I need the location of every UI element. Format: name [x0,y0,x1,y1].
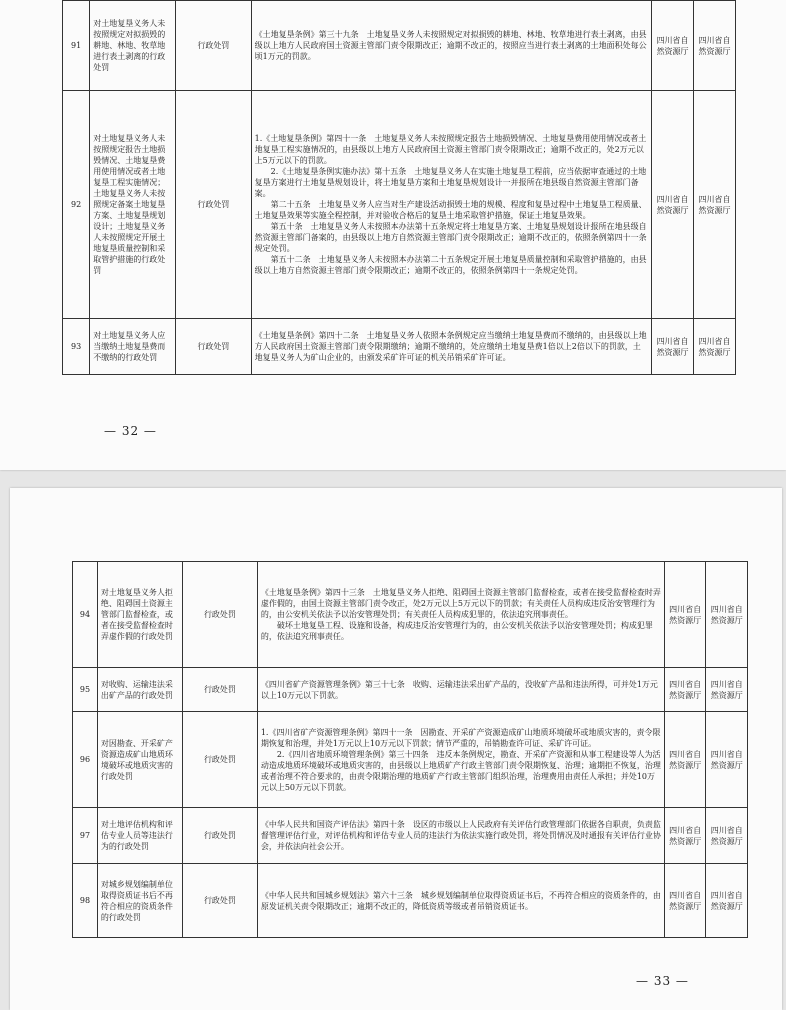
implementing-department: 四川省自然资源厅 [664,864,706,938]
legal-basis [257,864,664,938]
responsible-department: 四川省自然资源厅 [706,808,748,864]
table-row [73,562,748,668]
legal-basis-paragraph: 《土地复垦条例》第四十二条 土地复垦义务人依照本条例规定应当缴纳土地复垦费而不缴纳的，由县级以上地方人民政府国土资源主管部门责令限期缴纳；逾期不缴纳的，处应缴纳土地复垦费1倍以上2倍以下的罚款，土地复垦义务人为矿山企业的，由颁发采矿许可证的机关吊销采矿许可证。 [254,331,647,362]
legal-basis-paragraph: 《四川省矿产资源管理条例》第三十七条 收购、运输违法采出矿产品的，没收矿产品和违法所得，可并处1万元以上10万元以下罚款。 [260,679,658,700]
legal-basis-paragraph: 《土地复垦条例》第四十三条 土地复垦义务人拒绝、阻碍国土资源主管部门监督检查，或者在接受监督检查时弄虚作假的，由国土资源主管部门责令改正，处2万元以上5万元以下的罚款；有关责任人员构成违反治安管理行为的，由公安机关依法予以治安管理处罚；有关责任人员构成犯罪的，依法追究刑事责任。 [260,588,661,619]
row-number: 96 [73,712,98,808]
row-number: 95 [73,668,98,712]
page-number: — 32 — [104,424,157,438]
item-name: 对城乡规划编制单位取得资质证书后不再符合相应的资质条件的行政处罚 [97,864,182,938]
legal-basis-paragraph: 第五十二条 土地复垦义务人未按照本办法第二十五条规定开展土地复垦质量控制和采取管护措施的，由县级以上地方自然资源主管部门责令限期改正；逾期不改正的，依照条例第四十一条规定处罚。 [254,255,647,275]
item-name: 对土地复垦义务人未按照规定对拟损毁的耕地、林地、牧草地进行表土剥离的行政处罚 [90,1,176,91]
row-number: 97 [73,808,98,864]
legal-basis [257,562,664,668]
row-number: 93 [63,319,90,375]
responsible-department: 四川省自然资源厅 [706,712,748,808]
legal-basis [257,668,664,712]
table-row [73,668,748,712]
table-row [63,91,736,319]
item-category: 行政处罚 [176,91,251,319]
implementing-department: 四川省自然资源厅 [664,712,706,808]
legal-basis [257,808,664,864]
penalty-table-page-32 [62,0,736,375]
legal-basis [251,91,651,319]
implementing-department: 四川省自然资源厅 [664,668,706,712]
item-name: 对土地复垦义务人未按照规定报告土地损毁情况、土地复垦费用使用情况或者土地复垦工程实施情况；土地复垦义务人未按照规定备案土地复垦方案、土地复垦规划设计；土地复垦义务人未按照规定开展土地复垦质量控制和采取管护措施的行政处罚 [90,91,176,319]
legal-basis-paragraph: 第五十条 土地复垦义务人未按照本办法第十五条规定将土地复垦方案、土地复垦规划设计报所在地县级自然资源主管部门备案的，由县级以上地方自然资源主管部门责令限期改正；逾期不改正的，依照条例第四十一条规定处罚。 [254,222,647,253]
legal-basis-paragraph: 第二十五条 土地复垦义务人应当对生产建设活动损毁土地的规模、程度和复垦过程中土地复垦工程质量、土地复垦效果等实施全程控制，并对验收合格后的复垦土地采取管护措施，保证土地复垦效果。 [254,200,647,220]
legal-basis-paragraph: 《土地复垦条例》第三十九条 土地复垦义务人未按照规定对拟损毁的耕地、林地、牧草地进行表土剥离，由县级以上地方人民政府国土资源主管部门责令限期改正；逾期不改正的，按照应当进行表土剥离的土地面积处每公顷1万元的罚款。 [254,30,647,61]
item-category: 行政处罚 [183,808,258,864]
responsible-department: 四川省自然资源厅 [694,319,736,375]
item-category: 行政处罚 [183,712,258,808]
item-name: 对因勘查、开采矿产资源造成矿山地质环境破坏或地质灾害的行政处罚 [97,712,182,808]
legal-basis [251,319,651,375]
responsible-department: 四川省自然资源厅 [694,1,736,91]
legal-basis-paragraph: 破坏土地复垦工程、设施和设备，构成违反治安管理行为的，由公安机关依法予以治安管理处罚；构成犯罪的，依法追究刑事责任。 [260,621,653,641]
item-name: 对土地复垦义务人应当缴纳土地复垦费而不缴纳的行政处罚 [90,319,176,375]
implementing-department: 四川省自然资源厅 [664,562,706,668]
implementing-department: 四川省自然资源厅 [652,319,694,375]
legal-basis-paragraph: 《中华人民共和国资产评估法》第四十条 设区的市级以上人民政府有关评估行政管理部门依据各自职责，负责监督管理评估行业，对评估机构和评估专业人员的违法行为依法实施行政处罚，将处罚情况及时通报有关评估行业协会，并依法向社会公开。 [260,820,661,851]
document-page-33 [10,488,782,1010]
implementing-department: 四川省自然资源厅 [652,91,694,319]
document-page-32 [0,0,786,470]
item-category: 行政处罚 [183,562,258,668]
legal-basis [251,1,651,91]
item-name: 对土地评估机构和评估专业人员等违法行为的行政处罚 [97,808,182,864]
table-row [63,1,736,91]
legal-basis-paragraph: 2.《土地复垦条例实施办法》第十五条 土地复垦义务人在实施土地复垦工程前，应当依据审查通过的土地复垦方案进行土地复垦规划设计，将土地复垦方案和土地复垦规划设计一并报所在地县级自然资源主管部门备案。 [254,167,647,198]
item-category: 行政处罚 [176,1,251,91]
page-number: — 33 — [636,974,689,988]
row-number: 98 [73,864,98,938]
legal-basis-paragraph: 1.《土地复垦条例》第四十一条 土地复垦义务人未按照规定报告土地损毁情况、土地复垦费用使用情况或者土地复垦工程实施情况的，由县级以上地方人民政府国土资源主管部门责令限期改正；逾期不改正的，处2万元以上5万元以下的罚款。 [254,134,647,165]
responsible-department: 四川省自然资源厅 [706,864,748,938]
row-number: 92 [63,91,90,319]
item-name: 对收购、运输违法采出矿产品的行政处罚 [97,668,182,712]
item-category: 行政处罚 [176,319,251,375]
item-name: 对土地复垦义务人拒绝、阻碍国土资源主管部门监督检查，或者在接受监督检查时弄虚作假的行政处罚 [97,562,182,668]
table-row [73,808,748,864]
item-category: 行政处罚 [183,668,258,712]
responsible-department: 四川省自然资源厅 [694,91,736,319]
legal-basis-paragraph: 《中华人民共和国城乡规划法》第六十三条 城乡规划编制单位取得资质证书后，不再符合相应的资质条件的，由原发证机关责令限期改正；逾期不改正的，降低资质等级或者吊销资质证书。 [260,890,661,911]
legal-basis-paragraph: 2.《四川省地质环境管理条例》第三十四条 违反本条例规定，勘查、开采矿产资源和从事工程建设等人为活动造成地质环境破坏或地质灾害的，由县级以上地质矿产行政主管部门责令限期恢复、治理；逾期拒不恢复，治理或者治理不符合要求的，由责令限期治理的地质矿产行政主管部门组织治理，治理费用由责任人承担；并处10万元以上50万元以下罚款。 [260,749,661,792]
responsible-department: 四川省自然资源厅 [706,668,748,712]
responsible-department: 四川省自然资源厅 [706,562,748,668]
legal-basis [257,712,664,808]
implementing-department: 四川省自然资源厅 [664,808,706,864]
implementing-department: 四川省自然资源厅 [652,1,694,91]
table-row [73,864,748,938]
penalty-table-page-33 [72,561,748,938]
legal-basis-paragraph: 1.《四川省矿产资源管理条例》第四十一条 因勘查、开采矿产资源造成矿山地质环境破坏或地质灾害的，责令限期恢复和治理，并处1万元以上10万元以下罚款；情节严重的，吊销勘查许可证、采矿许可证。 [260,727,661,748]
row-number: 94 [73,562,98,668]
table-row [63,319,736,375]
row-number: 91 [63,1,90,91]
item-category: 行政处罚 [183,864,258,938]
table-row [73,712,748,808]
